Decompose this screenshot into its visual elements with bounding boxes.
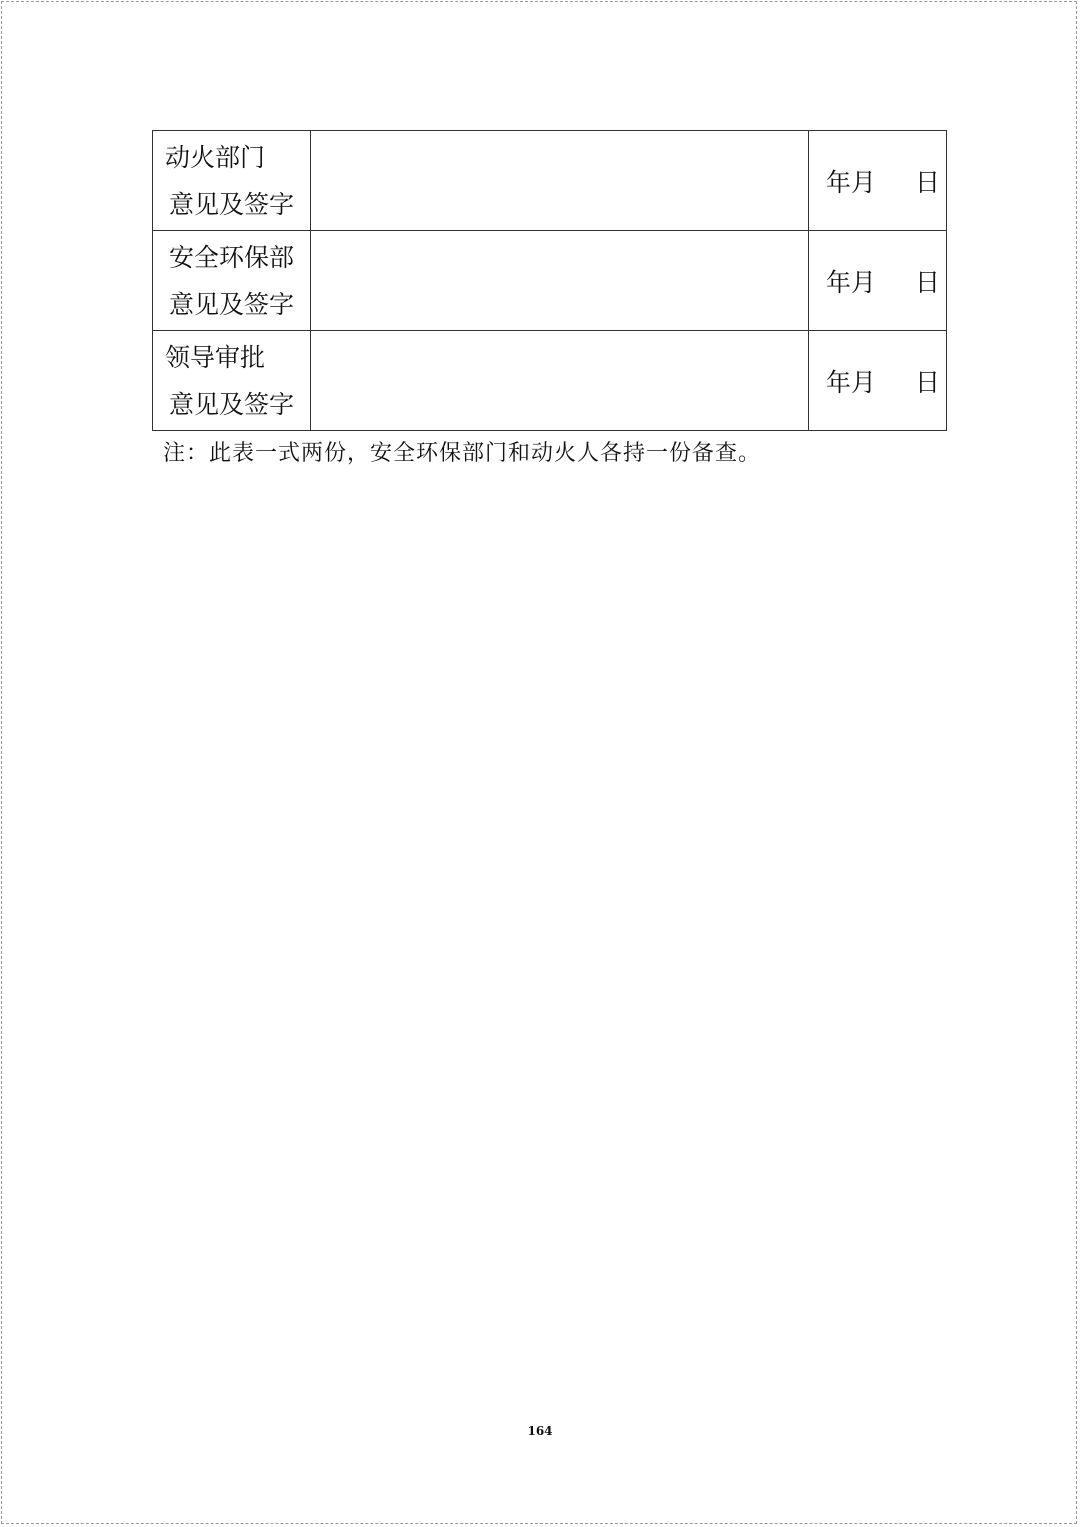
date-cell[interactable] (809, 231, 947, 331)
approval-table (152, 130, 947, 431)
date-cell[interactable] (809, 331, 947, 431)
date-year-month: 年月 (826, 367, 877, 397)
table-note: 注：此表一式两份，安全环保部门和动火人各持一份备查。 (163, 441, 762, 466)
date-year-month: 年月 (826, 267, 877, 297)
date-day: 日 (914, 367, 940, 397)
table-row-safety-department (153, 231, 947, 331)
table-row-leader-approval (153, 331, 947, 431)
row-label-subtitle: 意见及签字 (169, 389, 295, 419)
opinion-cell[interactable] (311, 231, 809, 331)
opinion-cell[interactable] (311, 131, 809, 231)
row-label-subtitle: 意见及签字 (169, 289, 295, 319)
date-day: 日 (914, 167, 940, 197)
table-row-fire-department (153, 131, 947, 231)
row-label (153, 331, 311, 431)
row-label (153, 231, 311, 331)
row-label-title: 动火部门 (165, 142, 266, 172)
opinion-cell[interactable] (311, 331, 809, 431)
date-cell[interactable] (809, 131, 947, 231)
row-label (153, 131, 311, 231)
row-label-title: 领导审批 (165, 342, 266, 372)
date-day: 日 (914, 267, 940, 297)
row-label-title: 安全环保部 (169, 242, 295, 272)
row-label-subtitle: 意见及签字 (169, 189, 295, 219)
date-year-month: 年月 (826, 167, 877, 197)
page-number: 164 (527, 1424, 553, 1438)
